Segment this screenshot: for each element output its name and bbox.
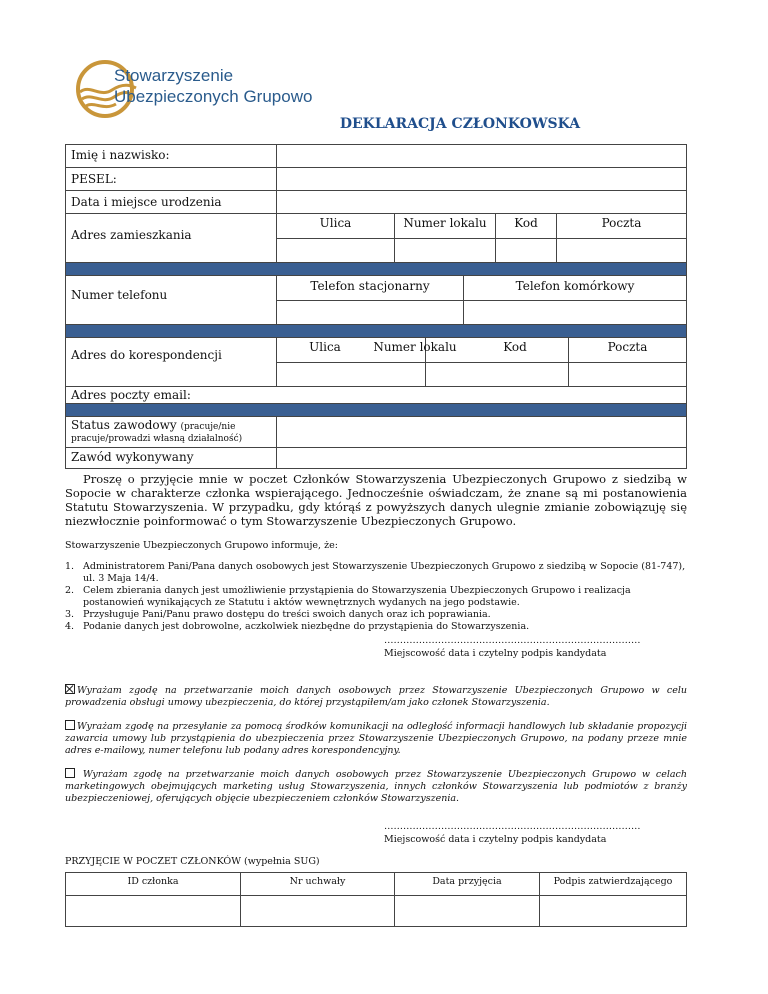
info-intro: Stowarzyszenie Ubezpieczonych Grupowo informuje, że: <box>65 540 338 551</box>
separator-bar <box>65 262 687 276</box>
admission-title: PRZYJĘCIE W POCZET CZŁONKÓW (wypełnia SUG) <box>65 856 320 867</box>
address-col-code: Kod <box>514 216 538 230</box>
logo <box>62 56 324 122</box>
consent-3: Wyrażam zgodę na przetwarzanie moich danych osobowych przez Stowarzyszenie Ubezpieczonych Grupowo w celach marketingowych obejmujących marketing usług Stowarzyszenia, innych członków Stowarzyszenia lub podmiotów z branży ubezpieczeniowej, oferujących objęcie ubezpieczeniem członków Stowarzyszenia. <box>65 769 687 804</box>
separator-bar <box>65 403 687 417</box>
profession-label: Zawód wykonywany <box>71 450 194 464</box>
corr-col-code: Kod <box>503 340 527 354</box>
member-id-input[interactable] <box>65 895 241 927</box>
declaration-text: Proszę o przyjęcie mnie w poczet Członków Stowarzyszenia Ubezpieczonych Grupowo z siedzibą w Sopocie w charakterze członka wspierającego. Jednocześnie oświadczam, że znane są mi postanowienia Statutu Stowarzyszenia. W przypadku, gdy którąś z powyższych danych ulegnie zmianie zobowiązuję się niezwłocznie poinformować o tym Stowarzyszenie Ubezpieczonych Grupowo. <box>65 472 687 528</box>
corr-number-input[interactable] <box>425 362 569 387</box>
signature-caption: Miejscowość data i czytelny podpis kandydata <box>384 834 607 845</box>
separator-bar <box>65 324 687 338</box>
phone-col-mobile: Telefon komórkowy <box>515 279 635 293</box>
phone-col-landline: Telefon stacjonarny <box>310 279 430 293</box>
address-col-post: Poczta <box>601 216 642 230</box>
pesel-field[interactable] <box>276 167 687 191</box>
list-item: 4. Podanie danych jest dobrowolne, aczkolwiek niezbędne do przystąpienia do Stowarzyszenia. <box>65 621 530 632</box>
email-label: Adres poczty email: <box>71 388 191 402</box>
status-label-wrap <box>71 418 235 432</box>
logo-line1: Stowarzyszenie <box>114 66 234 85</box>
address-post-input[interactable] <box>556 238 687 263</box>
list-item: 3. Przysługuje Pani/Panu prawo dostępu do treści swoich danych oraz ich poprawiania. <box>65 609 491 620</box>
status-hint-2: pracuje/prowadzi własną działalność) <box>71 434 243 444</box>
address-col-number: Numer lokalu <box>403 216 487 230</box>
admission-date-input[interactable] <box>394 895 540 927</box>
mobile-input[interactable] <box>463 300 687 325</box>
corr-label: Adres do korespondencji <box>71 348 222 362</box>
corr-col-number: Numer lokalu <box>373 340 457 354</box>
approver-signature-input[interactable] <box>539 895 687 927</box>
address-label: Adres zamieszkania <box>71 228 192 242</box>
consent-1: Wyrażam zgodę na przetwarzanie moich danych osobowych przez Stowarzyszenie Ubezpieczonych Grupowo w celu prowadzenia obsługi umowy ubezpieczenia, do której przystąpiłem/am jako członek Stowarzyszenia. <box>65 685 687 708</box>
signature-caption: Miejscowość data i czytelny podpis kandydata <box>384 648 607 659</box>
birth-field[interactable] <box>276 190 687 214</box>
consent-2: Wyrażam zgodę na przesyłanie za pomocą środków komunikacji na odległość informacji handlowych lub składanie propozycji zawarcia umowy lub przystąpienia do ubezpieczenia przez Stowarzyszenie Ubezpieczonych Grupowo, na podany przeze mnie adres e-mailowy, numer telefonu lub podany adres korespondencyjny. <box>65 721 687 756</box>
address-street-input[interactable] <box>276 238 395 263</box>
name-field[interactable] <box>276 144 687 168</box>
profession-field[interactable] <box>276 447 687 469</box>
signature-line: ……………………………………………………………………… <box>384 635 641 646</box>
admission-col-id: ID członka <box>127 876 179 887</box>
corr-code-input[interactable] <box>568 362 687 387</box>
phone-label: Numer telefonu <box>71 288 168 302</box>
consent-checkbox-1[interactable] <box>65 684 75 694</box>
list-item: 1. Administratorem Pani/Pana danych osobowych jest Stowarzyszenie Ubezpieczonych Grupowo z siedzibą w Sopocie (81-747), ul. 3 Maja 14/4. <box>65 561 686 584</box>
address-col-street: Ulica <box>319 216 352 230</box>
info-list <box>65 561 687 633</box>
admission-col-date: Data przyjęcia <box>432 876 502 887</box>
address-number-input[interactable] <box>394 238 496 263</box>
pesel-label: PESEL: <box>71 172 117 186</box>
page-title: DEKLARACJA CZŁONKOWSKA <box>339 116 581 132</box>
status-hint: (pracuje/nie <box>180 422 236 432</box>
resolution-input[interactable] <box>240 895 395 927</box>
status-label: Status zawodowy <box>71 418 177 432</box>
name-label: Imię i nazwisko: <box>71 148 170 162</box>
admission-col-resolution: Nr uchwały <box>289 876 346 887</box>
signature-line: ……………………………………………………………………… <box>384 821 641 832</box>
status-field[interactable] <box>276 416 687 448</box>
address-code-input[interactable] <box>495 238 557 263</box>
consent-checkbox-2[interactable] <box>65 720 75 730</box>
logo-line2: Ubezpieczonych Grupowo <box>114 87 313 106</box>
admission-col-signature: Podpis zatwierdzającego <box>553 876 673 887</box>
corr-col-post: Poczta <box>607 340 648 354</box>
birth-label: Data i miejsce urodzenia <box>71 195 222 209</box>
consent-checkbox-3[interactable] <box>65 768 75 778</box>
corr-street-input[interactable] <box>276 362 426 387</box>
corr-col-street: Ulica <box>309 340 341 354</box>
list-item: 2. Celem zbierania danych jest umożliwienie przystąpienia do Stowarzyszenia Ubezpieczonych Grupowo i realizacja postanowień wynikających ze Statutu i aktów wewnętrznych wydanych na jego podstawie. <box>65 585 631 608</box>
landline-input[interactable] <box>276 300 464 325</box>
